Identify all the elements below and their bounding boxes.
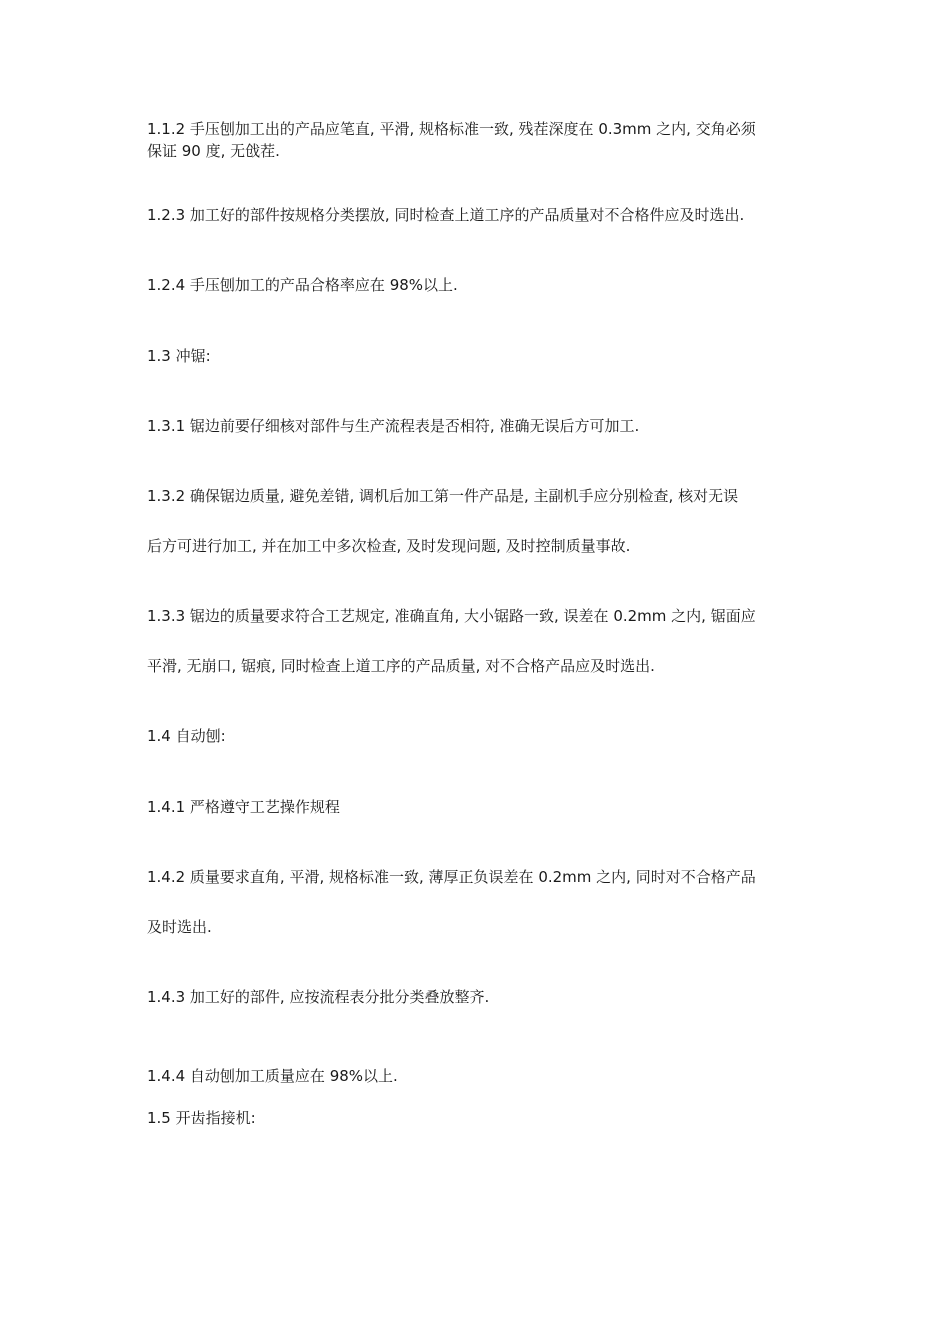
paragraph-1-4-3 [147, 986, 811, 1008]
section-heading-1-3 [147, 345, 811, 367]
paragraph-line: 1.2.3 加工好的部件按规格分类摆放, 同时检查上道工序的产品质量对不合格件应及时选出. [147, 206, 745, 224]
paragraph-line: 保证 90 度, 无戗茬. [147, 142, 280, 160]
section-heading-1-5 [147, 1107, 811, 1129]
paragraph-line: 1.1.2 手压刨加工出的产品应笔直, 平滑, 规格标准一致, 残茬深度在 0.3mm 之内, 交角必须 [147, 120, 756, 138]
paragraph-line: 1.2.4 手压刨加工的产品合格率应在 98%以上. [147, 276, 458, 294]
paragraph-line: 1.3.1 锯边前要仔细核对部件与生产流程表是否相符, 准确无误后方可加工. [147, 417, 640, 435]
section-heading: 1.5 开齿指接机: [147, 1109, 256, 1127]
paragraph-line: 1.3.2 确保锯边质量, 避免差错, 调机后加工第一件产品是, 主副机手应分别检查, 核对无误 [147, 487, 739, 505]
section-heading: 1.4 自动刨: [147, 727, 226, 745]
paragraph-line: 1.3.3 锯边的质量要求符合工艺规定, 准确直角, 大小锯路一致, 误差在 0.2mm 之内, 锯面应 [147, 607, 756, 625]
paragraph-1-3-2 [147, 485, 811, 557]
paragraph-1-4-2 [147, 866, 811, 938]
paragraph-line: 1.4.4 自动刨加工质量应在 98%以上. [147, 1067, 398, 1085]
paragraph-1-2-4 [147, 274, 811, 296]
paragraph-1-3-3 [147, 605, 811, 677]
paragraph-line: 平滑, 无崩口, 锯痕, 同时检查上道工序的产品质量, 对不合格产品应及时选出. [147, 657, 655, 675]
section-heading-1-4 [147, 725, 811, 747]
section-heading: 1.3 冲锯: [147, 347, 211, 365]
paragraph-line: 及时选出. [147, 918, 212, 936]
paragraph-1-4-1 [147, 796, 811, 818]
paragraph-line: 1.4.1 严格遵守工艺操作规程 [147, 798, 340, 816]
paragraph-line: 1.4.2 质量要求直角, 平滑, 规格标准一致, 薄厚正负误差在 0.2mm 之内, 同时对不合格产品 [147, 868, 756, 886]
paragraph-1-4-4 [147, 1065, 811, 1087]
paragraph-1-1-2 [147, 118, 811, 162]
paragraph-line: 1.4.3 加工好的部件, 应按流程表分批分类叠放整齐. [147, 988, 490, 1006]
paragraph-1-2-3 [147, 204, 811, 226]
paragraph-1-3-1 [147, 415, 811, 437]
paragraph-line: 后方可进行加工, 并在加工中多次检查, 及时发现问题, 及时控制质量事故. [147, 537, 631, 555]
